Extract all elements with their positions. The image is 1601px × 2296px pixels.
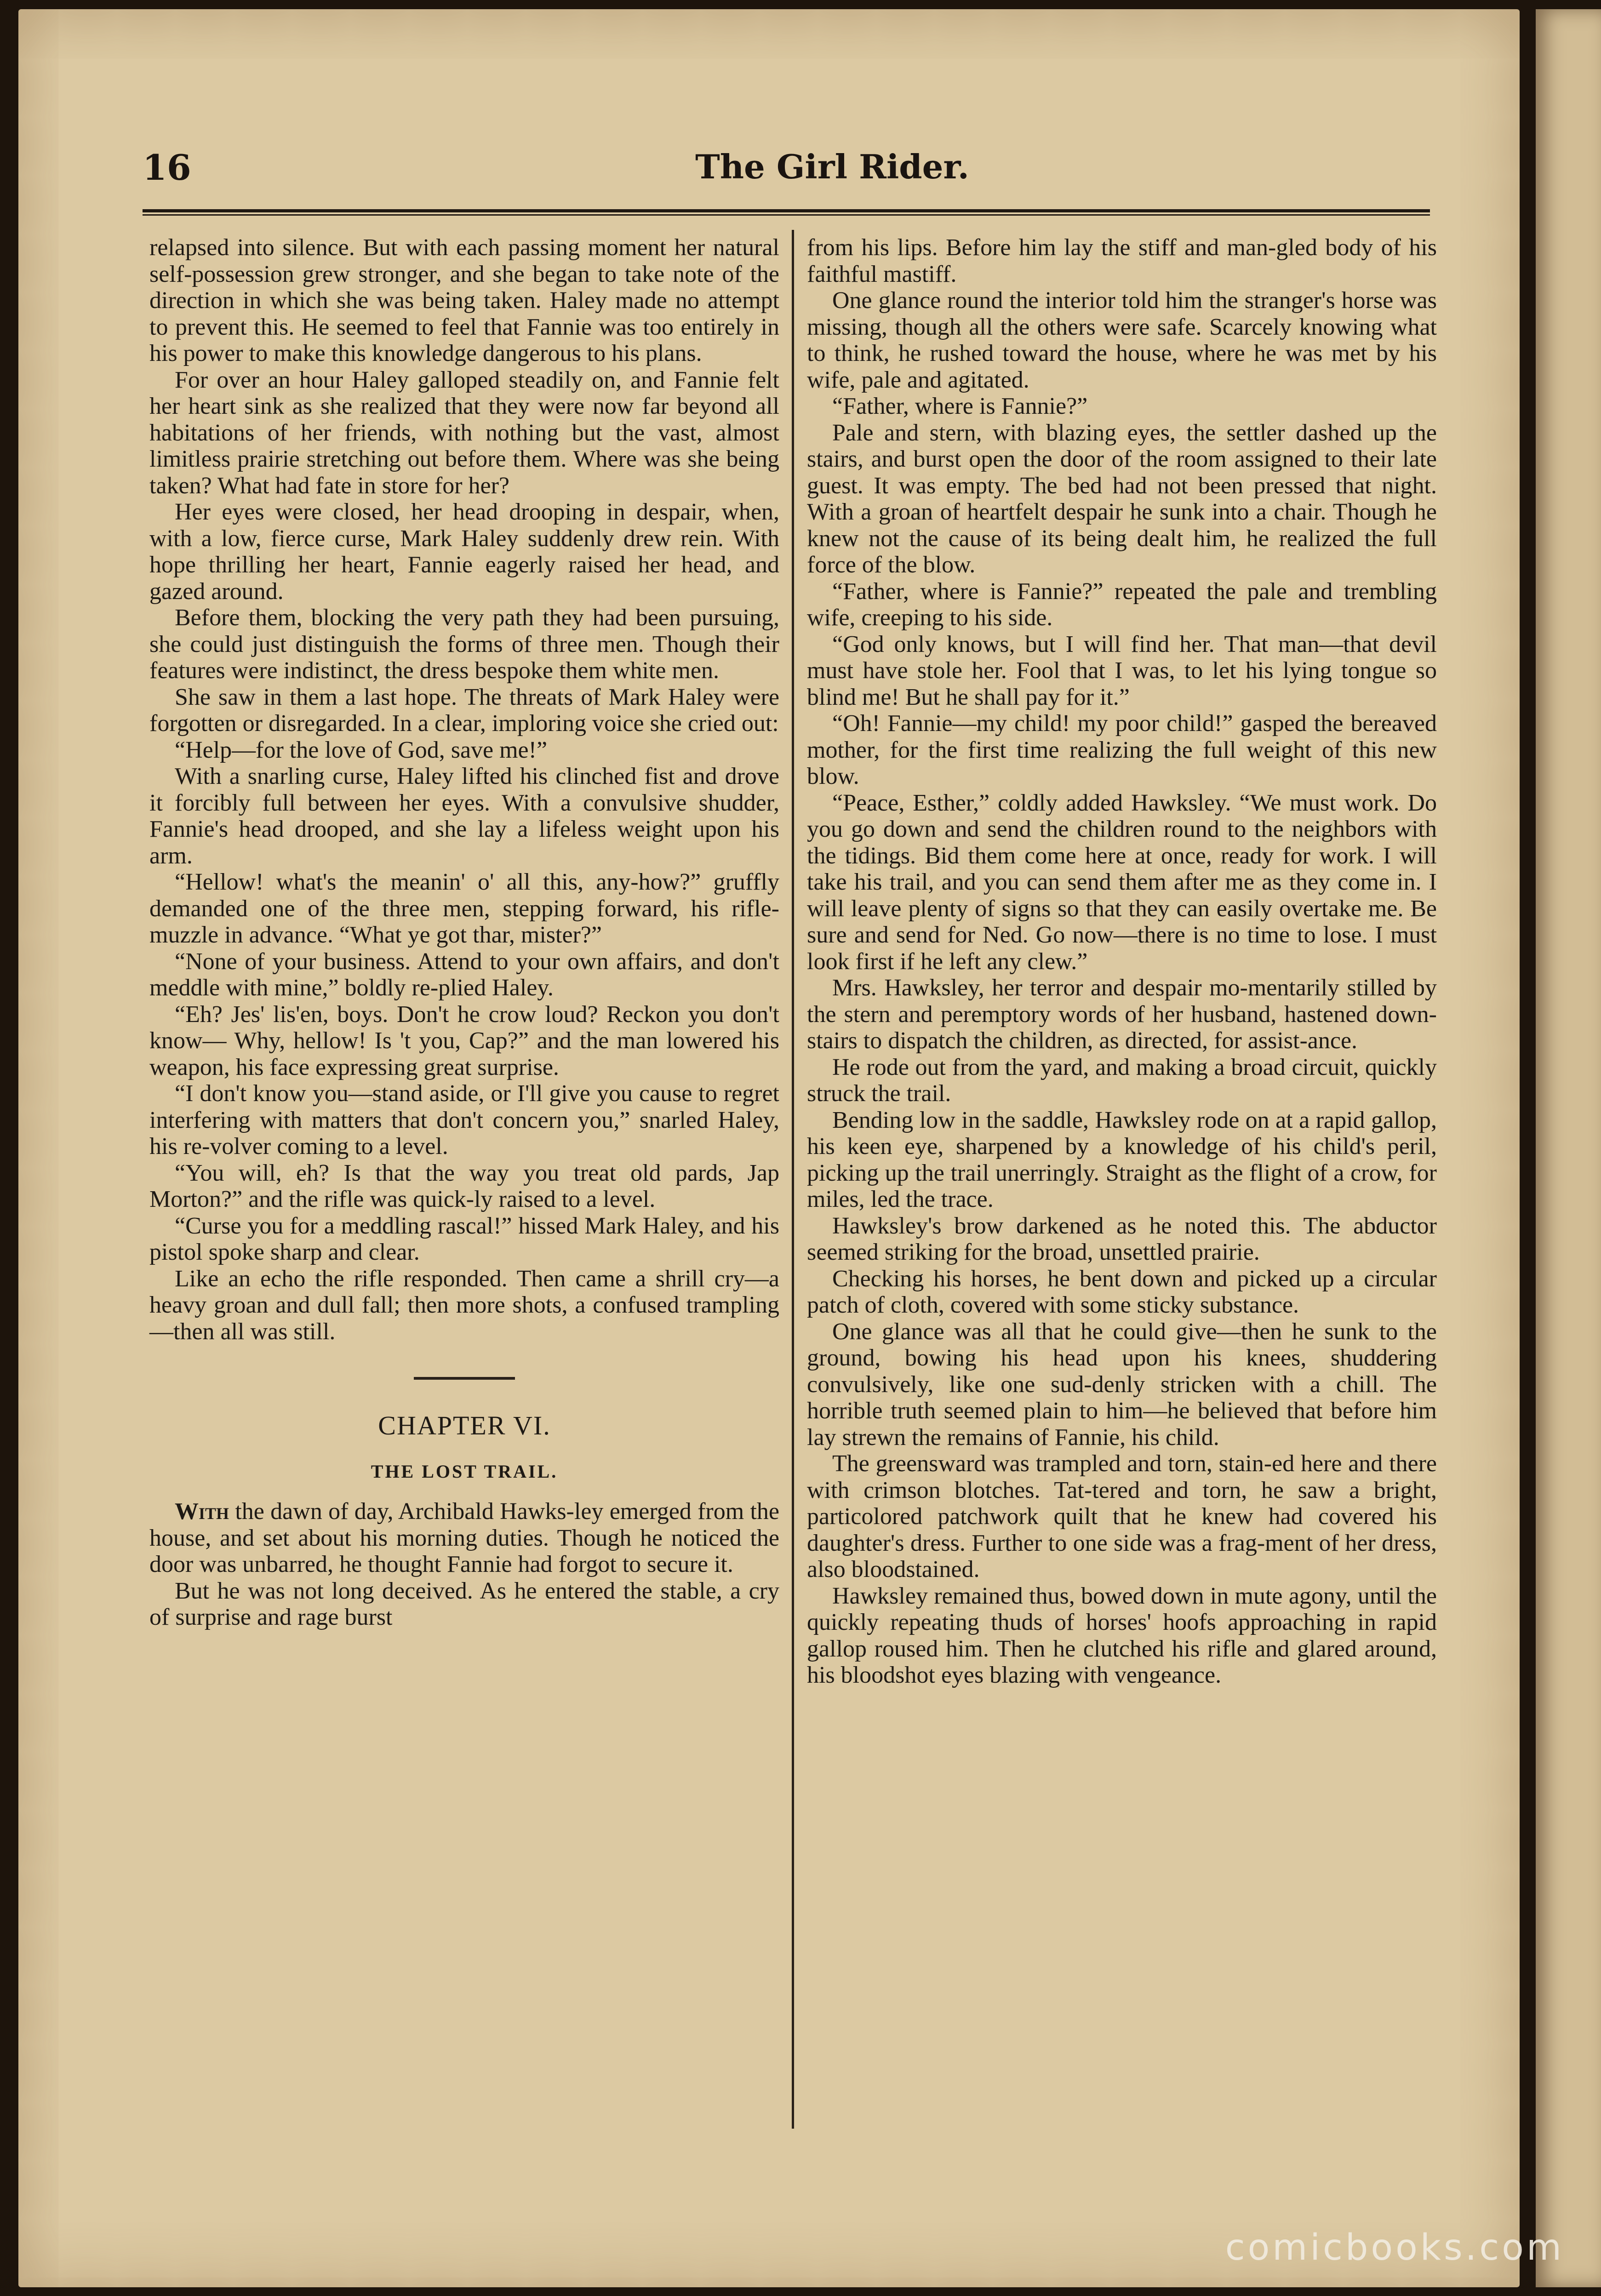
paragraph: For over an hour Haley galloped steadily on, and Fannie felt her heart sink as she realized that they were now far beyond all habitations of her friends, with nothing but the vast, almost limitless prairie stretching out before them. Where was she being taken? What had fate in store for her? xyxy=(149,366,779,499)
paragraph: “You will, eh? Is that the way you treat old pards, Jap Morton?” and the rifle was quick-ly raised to a level. xyxy=(149,1159,779,1212)
paragraph: One glance was all that he could give—then he sunk to the ground, bowing his head upon his knees, shuddering convulsively, like one sud-denly stricken with a chill. The horrible truth seemed plain to him—he believed that before him lay strewn the remains of Fannie, his child. xyxy=(807,1318,1437,1451)
chapter-opening-word: With xyxy=(175,1498,229,1525)
paragraph: “Father, where is Fannie?” repeated the pale and trembling wife, creeping to his side. xyxy=(807,578,1437,631)
paragraph: Like an echo the rifle responded. Then came a shrill cry—a heavy groan and dull fall; then more shots, a confused trampling—then all was still. xyxy=(149,1265,779,1345)
chapter-opening-paragraph xyxy=(149,1498,779,1578)
chapter-subtitle: THE LOST TRAIL. xyxy=(371,1461,558,1482)
paragraph: “Hellow! what's the meanin' o' all this, any-how?” gruffly demanded one of the three men, stepping forward, his rifle-muzzle in advance. “What ye got thar, mister?” xyxy=(149,869,779,948)
header-rule xyxy=(143,209,1430,216)
page-header xyxy=(143,143,1430,207)
watermark-logo: comicbooks.com xyxy=(1225,2227,1564,2268)
column-divider xyxy=(792,230,794,2129)
paragraph: One glance round the interior told him the stranger's horse was missing, though all the others were safe. Scarcely knowing what to think, he rushed toward the house, where he was met by his wife, pale and agitated. xyxy=(807,287,1437,393)
paragraph: She saw in them a last hope. The threats of Mark Haley were forgotten or disregarded. In a clear, imploring voice she cried out: xyxy=(149,684,779,737)
paragraph: “I don't know you—stand aside, or I'll give you cause to regret interfering with matters that don't concern you,” snarled Haley, his re-volver coming to a level. xyxy=(149,1080,779,1159)
chapter-heading: CHAPTER VI. xyxy=(378,1411,551,1440)
paragraph: Bending low in the saddle, Hawksley rode on at a rapid gallop, his keen eye, sharpened by a knowledge of his child's peril, picking up the trail unerringly. Straight as the flight of a crow, for miles, led the trace. xyxy=(807,1107,1437,1212)
paragraph: He rode out from the yard, and making a broad circuit, quickly struck the trail. xyxy=(807,1054,1437,1107)
paragraph: Hawksley's brow darkened as he noted this. The abductor seemed striking for the broad, unsettled prairie. xyxy=(807,1212,1437,1265)
paragraph: The greensward was trampled and torn, stain-ed here and there with crimson blotches. Tat-tered and torn, he saw a bright, particolored patchwork quilt that he knew had covered his daughter's dress. Further to one side was a frag-ment of her dress, also bloodstained. xyxy=(807,1451,1437,1582)
left-column xyxy=(149,234,779,1631)
paragraph: “Curse you for a meddling rascal!” hissed Mark Haley, and his pistol spoke sharp and clear. xyxy=(149,1212,779,1265)
chapter-opening-text: the dawn of day, Archibald Hawks-ley emerged from the house, and set about his morning duties. Though he noticed the door was unbarred, he thought Fannie had forgot to secure it. xyxy=(149,1498,779,1577)
chapter-divider-rule xyxy=(414,1377,515,1380)
paragraph: “None of your business. Attend to your own affairs, and don't meddle with mine,” boldly re-plied Haley. xyxy=(149,948,779,1001)
page-number: 16 xyxy=(143,147,191,188)
paragraph: “Father, where is Fannie?” xyxy=(832,393,1088,419)
paragraph: Checking his horses, he bent down and picked up a circular patch of cloth, covered with some sticky substance. xyxy=(807,1265,1437,1318)
paragraph: relapsed into silence. But with each passing moment her natural self-possession grew stronger, and she began to take note of the direction in which she was being taken. Haley made no attempt to prevent this. He seemed to feel that Fannie was too entirely in his power to make this knowledge dangerous to his plans. xyxy=(149,234,779,366)
paragraph: But he was not long deceived. As he entered the stable, a cry of surprise and rage burst xyxy=(149,1577,779,1630)
running-title: The Girl Rider. xyxy=(695,147,969,186)
paragraph: Before them, blocking the very path they had been pursuing, she could just distinguish the forms of three men. Though their features were indistinct, the dress bespoke them white men. xyxy=(149,605,779,684)
paragraph: “Oh! Fannie—my child! my poor child!” gasped the bereaved mother, for the first time realizing the full weight of this new blow. xyxy=(807,710,1437,789)
adjacent-page-edge xyxy=(1536,9,1601,2287)
paragraph: “Help—for the love of God, save me!” xyxy=(175,737,548,763)
paragraph: Hawksley remained thus, bowed down in mute agony, until the quickly repeating thuds of horses' hoofs approaching in rapid gallop roused him. Then he clutched his rifle and glared around, his bloodshot eyes blazing with vengeance. xyxy=(807,1582,1437,1688)
paragraph: “Eh? Jes' lis'en, boys. Don't he crow loud? Reckon you don't know— Why, hellow! Is 't you, Cap?” and the man lowered his weapon, his face expressing great surprise. xyxy=(149,1001,779,1080)
right-column xyxy=(807,234,1437,1689)
paragraph: “God only knows, but I will find her. That man—that devil must have stole her. Fool that I was, to let his lying tongue so blind me! But he shall pay for it.” xyxy=(807,631,1437,710)
paragraph: Mrs. Hawksley, her terror and despair mo-mentarily stilled by the stern and peremptory words of her husband, hastened down-stairs to dispatch the children, as directed, for assist-ance. xyxy=(807,975,1437,1054)
paragraph: With a snarling curse, Haley lifted his clinched fist and drove it forcibly full between her eyes. With a convulsive shudder, Fannie's head drooped, and she lay a lifeless weight upon his arm. xyxy=(149,763,779,869)
paragraph: Her eyes were closed, her head drooping in despair, when, with a low, fierce curse, Mark Haley suddenly drew rein. With hope thrilling her heart, Fannie eagerly raised her head, and gazed around. xyxy=(149,499,779,605)
paragraph: “Peace, Esther,” coldly added Hawksley. “We must work. Do you go down and send the children round to the neighbors with the tidings. Bid them come here at once, ready for work. I will take his trail, and you can send them after me as they come in. I will leave plenty of signs so that they can easily overtake me. Be sure and send for Ned. Go now—there is no time to lose. I must look first if he left any clew.” xyxy=(807,789,1437,975)
paragraph: Pale and stern, with blazing eyes, the settler dashed up the stairs, and burst open the door of the room assigned to their late guest. It was empty. The bed had not been pressed that night. With a groan of heartfelt despair he sunk into a chair. Though he knew not the cause of its being dealt him, he realized the full force of the blow. xyxy=(807,419,1437,578)
paragraph: from his lips. Before him lay the stiff and man-gled body of his faithful mastiff. xyxy=(807,234,1437,287)
